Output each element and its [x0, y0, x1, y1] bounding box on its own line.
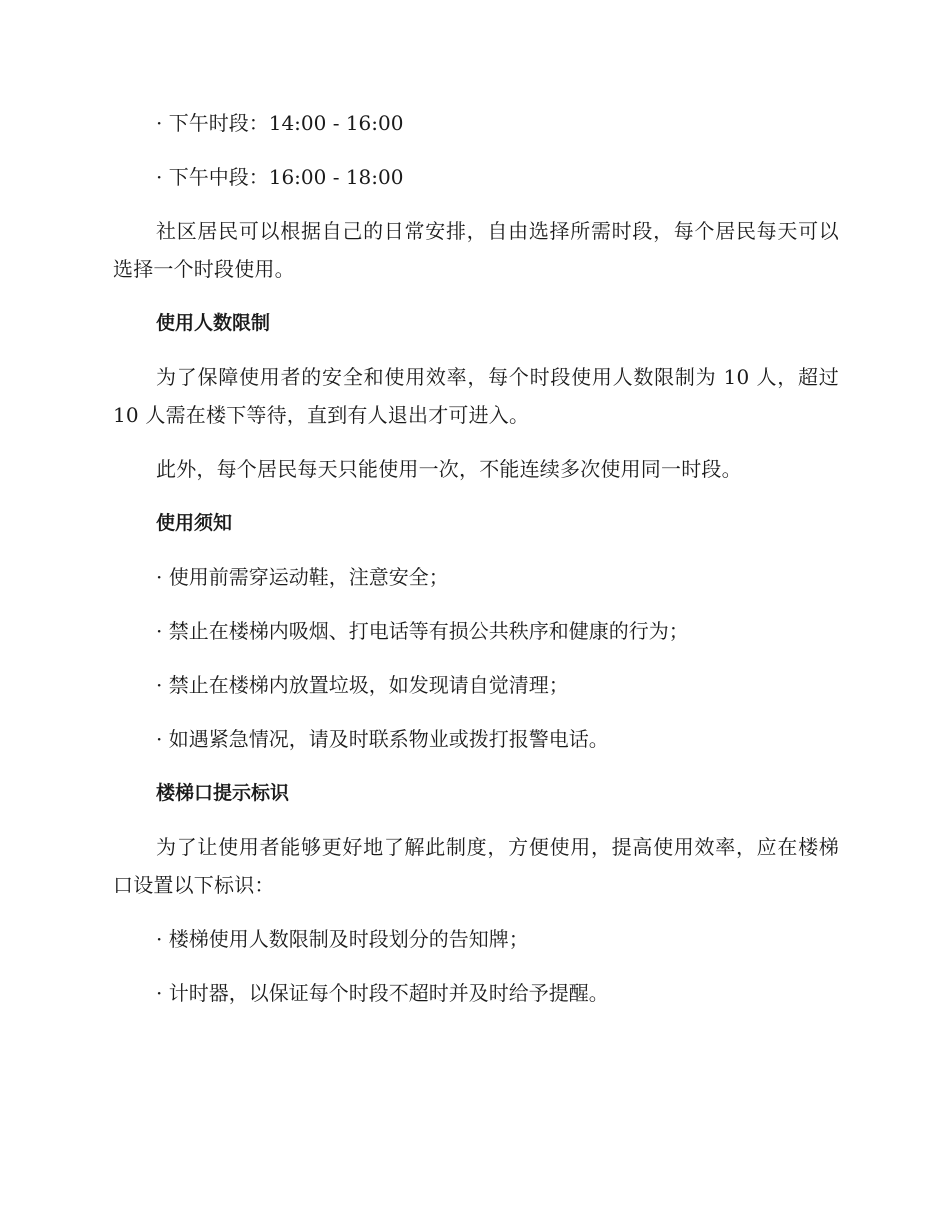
paragraph-time-selection: 社区居民可以根据自己的日常安排，自由选择所需时段，每个居民每天可以选择一个时段使用。	[113, 219, 839, 281]
time-slot-late-afternoon: · 下午中段：16:00 - 18:00	[156, 165, 404, 189]
heading-capacity-limit: 使用人数限制	[156, 312, 271, 334]
note-item-no-smoking: · 禁止在楼梯内吸烟、打电话等有损公共秩序和健康的行为；	[156, 619, 689, 643]
time-slot-afternoon: · 下午时段：14:00 - 16:00	[156, 111, 404, 135]
note-item-emergency: · 如遇紧急情况，请及时联系物业或拨打报警电话。	[156, 727, 609, 751]
document-page	[113, 104, 839, 1028]
heading-signage: 楼梯口提示标识	[156, 782, 290, 804]
sign-item-notice-board: · 楼梯使用人数限制及时段划分的告知牌；	[156, 927, 529, 951]
paragraph-once-per-day: 此外，每个居民每天只能使用一次，不能连续多次使用同一时段。	[156, 457, 742, 481]
heading-usage-notes: 使用须知	[156, 512, 233, 534]
note-item-shoes: · 使用前需穿运动鞋，注意安全；	[156, 565, 449, 589]
sign-item-timer: · 计时器，以保证每个时段不超时并及时给予提醒。	[156, 981, 609, 1005]
paragraph-signage: 为了让使用者能够更好地了解此制度，方便使用，提高使用效率，应在楼梯口设置以下标识：	[113, 835, 839, 897]
note-item-no-garbage: · 禁止在楼梯内放置垃圾，如发现请自觉清理；	[156, 673, 569, 697]
paragraph-capacity-limit: 为了保障使用者的安全和使用效率，每个时段使用人数限制为 10 人，超过 10 人需在楼下等待，直到有人退出才可进入。	[113, 365, 839, 427]
